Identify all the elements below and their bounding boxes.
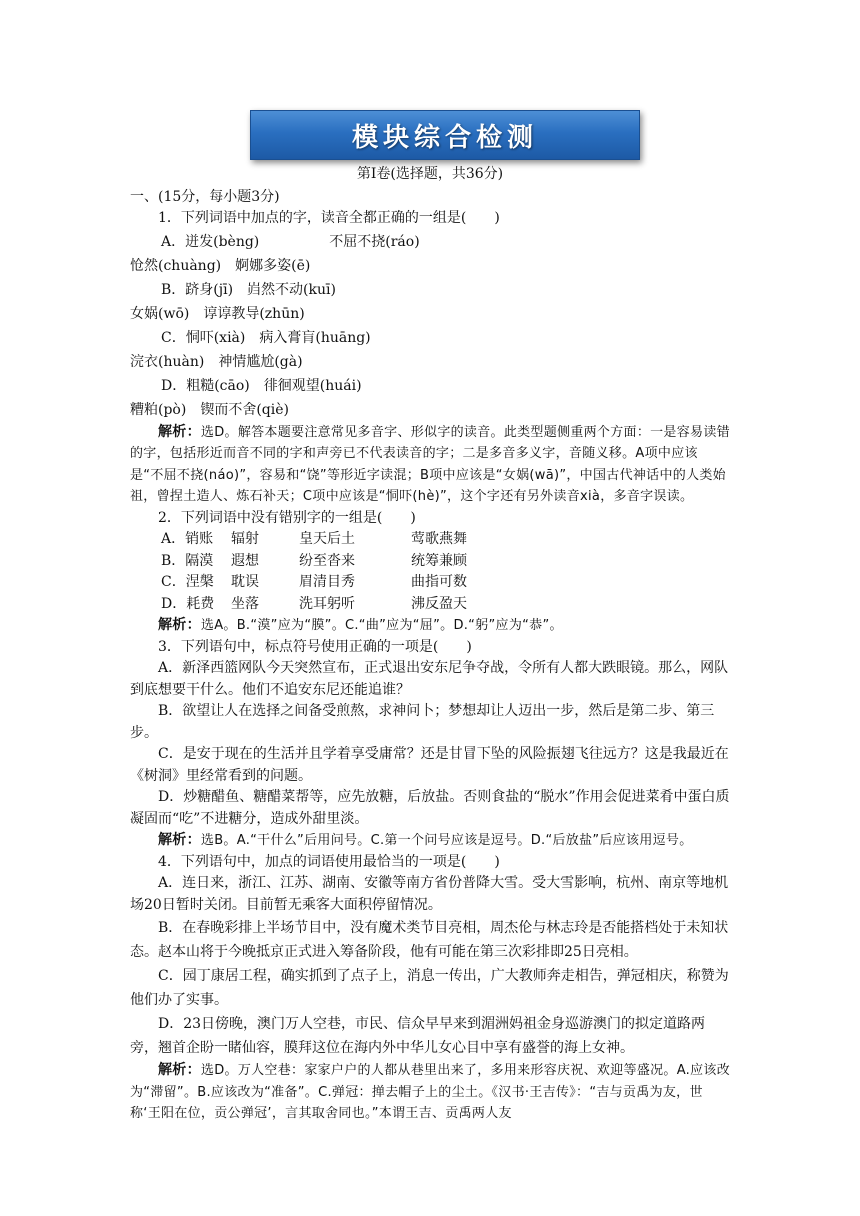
q2-option-row [161, 594, 730, 616]
q1-option-c2: 浣衣(huàn) 神情尴尬(gà) [130, 353, 303, 370]
q4-analysis [130, 1060, 730, 1125]
q2-cell: 洗耳躬听 [299, 595, 355, 612]
section-subtitle: 第Ⅰ卷(选择题，共36分) [356, 166, 504, 182]
q2-cell: 沸反盈天 [411, 595, 467, 612]
q2-stem: 2．下列词语中没有错别字的一组是( ) [158, 509, 416, 526]
q2-cell: A．销账 [161, 531, 214, 547]
q2-cell: 莺歌燕舞 [411, 531, 467, 547]
q2-option-row [161, 529, 730, 551]
q3-option-a: A．新泽西篮网队今天突然宣布，正式退出安东尼争夺战，令所有人都大跌眼镜。那么，网队到底想要干什么。他们不追安东尼还能追谁？ [130, 660, 729, 698]
q3-option-b: B．欲望让人在选择之间备受煎熬，求神问卜；梦想却让人迈出一步，然后是第二步、第三步。 [130, 703, 715, 741]
q1-option-d2: 糟粕(pò) 锲而不舍(qiè) [130, 401, 289, 418]
q2-cell: 统筹兼顾 [411, 552, 467, 569]
q2-option-row [161, 572, 730, 594]
q4-option-d: D．23日傍晚，澳门万人空巷，市民、信众早早来到湄洲妈祖金身巡游澳门的拟定道路两旁，翘首企盼一睹仙容，膜拜这位在海内外中华儿女心目中享有盛誉的海上女神。 [130, 1016, 706, 1056]
q2-cell: C．涅槃 [161, 574, 214, 590]
q2-cell: 皇天后土 [299, 531, 355, 547]
q4-option-c: C．园丁康居工程，确实抓到了点子上，消息一传出，广大教师奔走相告，弹冠相庆，称赞为他们办了实事。 [130, 968, 729, 1008]
q1-analysis [130, 422, 730, 508]
document-body [130, 164, 730, 1125]
q1-option-a1: A．迸发(bèng) 不屈不挠(ráo) [161, 233, 420, 250]
q2-cell: D．耗费 [161, 595, 215, 612]
q2-cell: 纷至沓来 [299, 552, 355, 569]
q4-option-a: A．连日来，浙江、江苏、湖南、安徽等南方省份普降大雪。受大雪影响，杭州、南京等地机场20日暂时关闭。目前暂无乘客大面积停留情况。 [130, 875, 729, 913]
q4-stem: 4．下列语句中，加点的词语使用最恰当的一项是( ) [158, 853, 500, 870]
q1-option-b1: B．跻身(jī) 岿然不动(kuī) [161, 281, 336, 298]
q2-analysis-text: 选A。B.“漠”应为“膜”。C.“曲”应为“屈”。D.“躬”应为“恭”。 [200, 618, 563, 633]
q2-analysis-tag: 解析： [158, 617, 201, 633]
q3-option-d: D．炒糖醋鱼、糖醋菜帮等，应先放糖，后放盐。否则食盐的“脱水”作用会促进菜肴中蛋白质凝固而“吃”不进糖分，造成外甜里淡。 [130, 789, 730, 827]
q3-stem: 3．下列语句中，标点符号使用正确的一项是( ) [158, 638, 472, 655]
q1-stem: 1．下列词语中加点的字，读音全都正确的一组是( ) [158, 210, 500, 226]
q2-analysis [130, 615, 730, 637]
q3-analysis-text: 选B。A.“干什么”后用问号。C.第一个问号应该是逗号。D.“后放盐”后应该用逗号。 [200, 833, 693, 848]
q2-cell: 遐想 [231, 552, 259, 569]
q2-cell: 眉清目秀 [299, 574, 355, 590]
q2-cell: 坐落 [231, 595, 259, 612]
q4-analysis-tag: 解析： [158, 1062, 201, 1078]
q1-analysis-text: 选D。解答本题要注意常见多音字、形似字的读音。此类型题侧重两个方面：一是容易读错的字，包括形近而音不同的字和声旁已不代表读音的字；二是多音多义字，音随义移。A项中应该是“不屈不挠(náo)”，容易和“饶”等形近字读混；B项中应该是“女娲(wā)”，中国古代神话中的人类始祖，曾捏土造人、炼石补天；C项中应该是“恫吓(hè)”，这个字还有另外读音xià，多音字误读。 [130, 424, 730, 504]
section-heading: 一、(15分，每小题3分) [130, 188, 280, 205]
q1-option-b2: 女娲(wō) 谆谆教导(zhūn) [130, 305, 305, 322]
page-title: 模块综合检测 [351, 122, 538, 153]
q2-option-row [161, 551, 730, 573]
q3-analysis-tag: 解析： [158, 832, 201, 848]
q4-analysis-text: 选D。万人空巷：家家户户的人都从巷里出来了，多用来形容庆祝、欢迎等盛况。A.应该改为“滞留”。B.应该改为“准备”。C.弹冠：掸去帽子上的尘土。《汉书·王吉传》：“吉与贡禹为友，世称‘王阳在位，贡公弹冠’，言其取舍同也。”本谓王吉、贡禹两人友 [130, 1063, 731, 1121]
title-banner [250, 110, 640, 160]
q3-option-c: C．是安于现在的生活并且学着享受庸常？还是甘冒下坠的风险振翅飞往远方？这是我最近在《树洞》里经常看到的问题。 [130, 746, 729, 784]
q1-option-a2: 怆然(chuàng) 婀娜多姿(ē) [130, 257, 311, 274]
q2-cell: 曲指可数 [411, 574, 467, 590]
q1-option-c1: C．恫吓(xià) 病入膏肓(huāng) [161, 329, 371, 346]
q1-analysis-tag: 解析： [158, 423, 201, 440]
q1-option-d1: D．粗糙(cāo) 徘徊观望(huái) [161, 377, 362, 394]
q2-cell: B．隔漠 [161, 552, 214, 569]
q4-option-b: B．在春晚彩排上半场节目中，没有魔术类节目亮相，周杰伦与林志玲是否能搭档处于未知状态。赵本山将于今晚抵京正式进入筹备阶段，他有可能在第三次彩排即25日亮相。 [130, 920, 729, 960]
q2-cell: 辐射 [231, 531, 259, 547]
q3-analysis [130, 830, 730, 852]
q2-cell: 耽误 [231, 574, 259, 590]
